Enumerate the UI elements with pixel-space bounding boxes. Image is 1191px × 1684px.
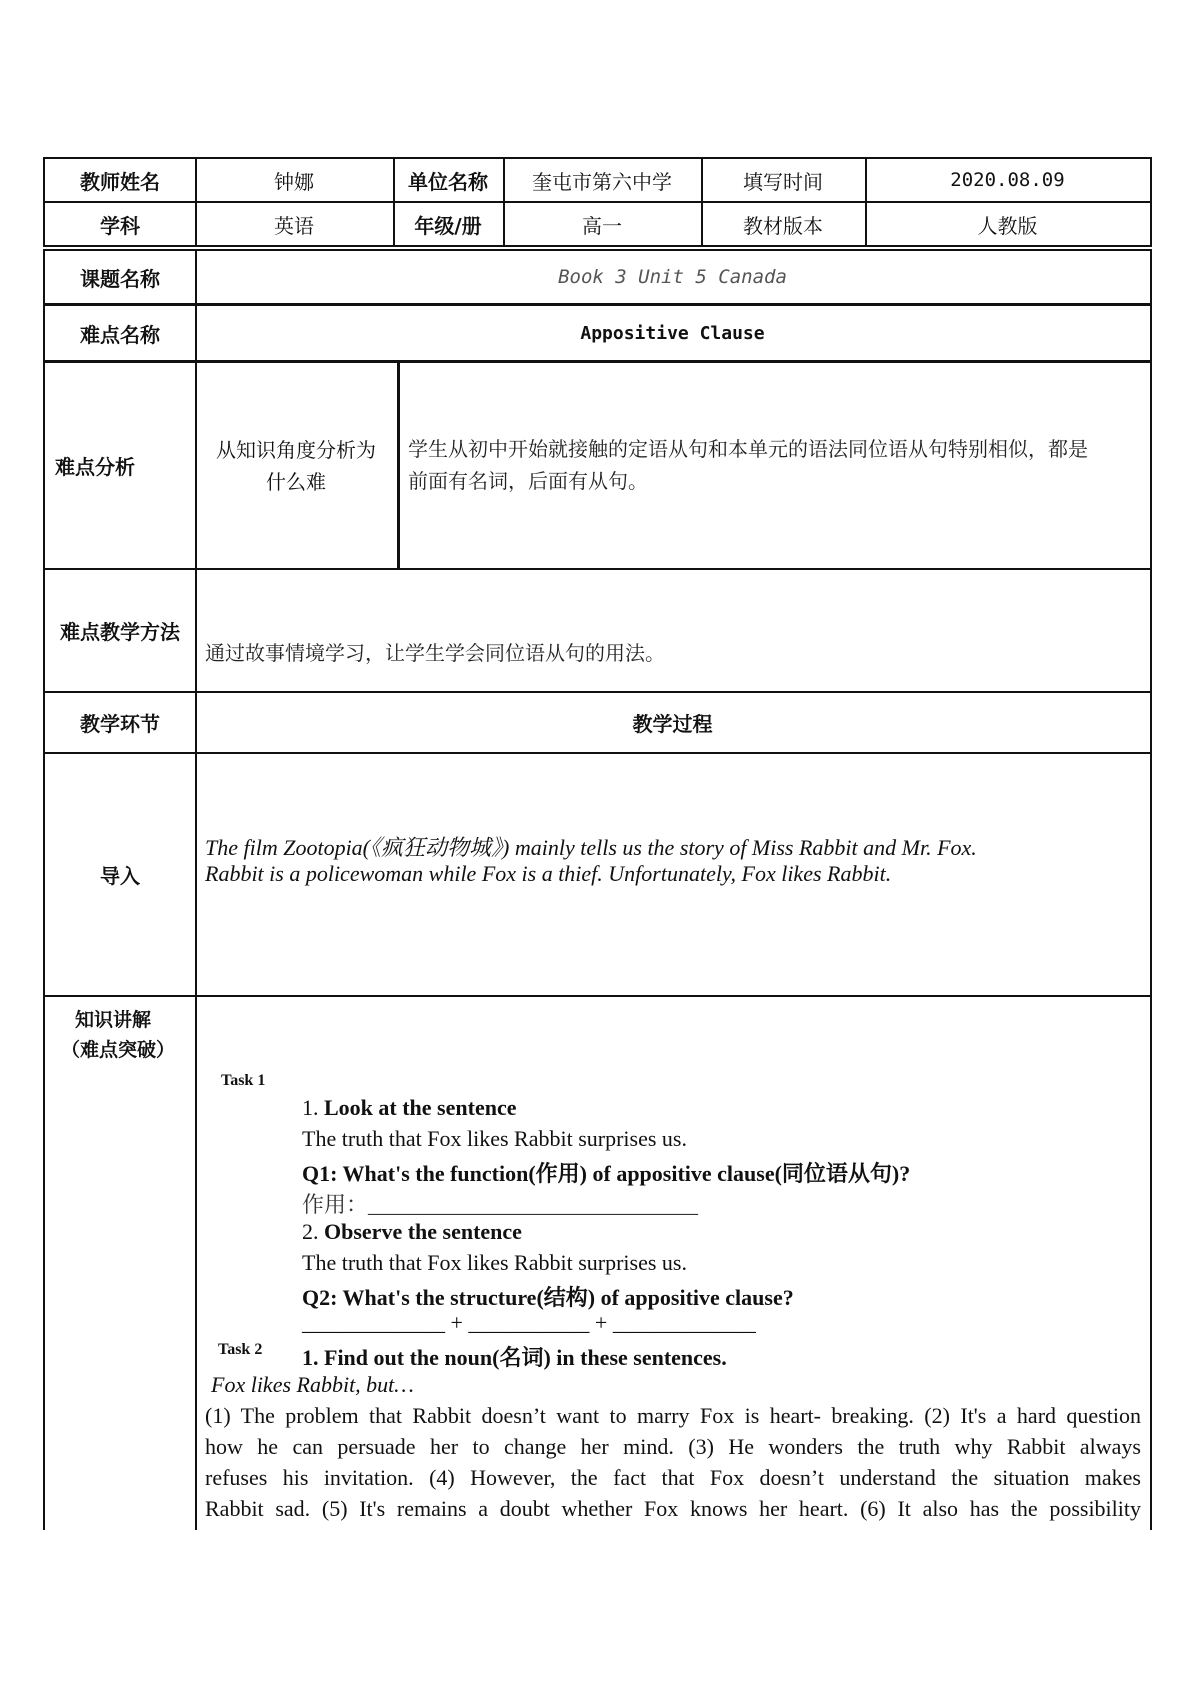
intro-line-2: Rabbit is a policewoman while Fox is a thief. Unfortunately, Fox likes Rabbit. <box>205 861 892 886</box>
method-value: 通过故事情境学习，让学生学会同位语从句的用法。 <box>205 643 665 665</box>
task1-q2: Q2: What's the structure(结构) of appositive clause? <box>302 1285 794 1310</box>
row-topic <box>43 249 1152 305</box>
fill-date-value: 2020.08.09 <box>950 169 1065 191</box>
task1-answer-row <box>302 1188 698 1219</box>
subject-label: 学科 <box>100 213 140 238</box>
row-method <box>43 568 1152 693</box>
fill-date-label: 填写时间 <box>743 169 823 194</box>
task1-sentence: The truth that Fox likes Rabbit surprises us. <box>302 1126 687 1151</box>
row-knowledge <box>43 995 1152 1530</box>
task1-item2-num: 2. <box>302 1219 319 1244</box>
task1-item1 <box>302 1095 516 1121</box>
task1-answer-label: 作用： <box>302 1192 369 1217</box>
task2-line-2: how he can persuade her to change her mind. (3) He wonders the truth why Rabbit always <box>205 1434 1141 1459</box>
task2-line-3: refuses his invitation. (4) However, the fact that Fox doesn’t understand the situation makes <box>205 1465 1141 1490</box>
grade-label: 年级/册 <box>414 213 482 238</box>
task1-answer-blank: ______________________________ <box>368 1192 699 1217</box>
process-stage-label: 教学环节 <box>80 712 160 736</box>
teacher-name-label: 教师姓名 <box>80 169 160 194</box>
analysis-content <box>408 363 1144 568</box>
row-teacher-info <box>43 157 1152 203</box>
knowledge-label-line2: （难点突破） <box>61 1039 176 1061</box>
analysis-sub-label-line2: 什么难 <box>266 469 326 494</box>
difficulty-value: Appositive Clause <box>580 322 765 344</box>
task2-line-1: (1) The problem that Rabbit doesn’t want to marry Fox is heart- breaking. (2) It's a hard question <box>205 1403 1141 1428</box>
analysis-sub-label <box>195 363 397 568</box>
topic-value: Book 3 Unit 5 Canada <box>558 266 787 288</box>
task2-line-4: Rabbit sad. (5) It's remains a doubt whether Fox knows her heart. (6) It also has the possibility <box>205 1496 1141 1521</box>
task1-q1: Q1: What's the function(作用) of appositive clause(同位语从句)? <box>302 1161 911 1186</box>
row-subject-info <box>43 201 1152 247</box>
task1-item1-num: 1. <box>302 1095 319 1120</box>
task1-sentence2: The truth that Fox likes Rabbit surprises us. <box>302 1250 687 1275</box>
row-analysis <box>43 361 1152 570</box>
textbook-label: 教材版本 <box>743 213 823 238</box>
analysis-content-line2: 前面有名词，后面有从句。 <box>408 470 648 493</box>
task1-label: Task 1 <box>221 1072 266 1089</box>
analysis-label: 难点分析 <box>55 455 135 479</box>
knowledge-label-line1: 知识讲解 <box>75 1009 152 1031</box>
unit-name-label: 单位名称 <box>408 169 488 194</box>
subject-value: 英语 <box>274 213 314 238</box>
task2-title: 1. Find out the noun(名词) in these sentences. <box>302 1345 727 1370</box>
row-process-header <box>43 691 1152 754</box>
task1-item2-title: Observe the sentence <box>324 1219 522 1244</box>
row-difficulty <box>43 304 1152 362</box>
task1-item1-title: Look at the sentence <box>324 1095 517 1120</box>
intro-label: 导入 <box>100 864 140 888</box>
analysis-content-line1: 学生从初中开始就接触的定语从句和本单元的语法同位语从句特别相似，都是 <box>408 438 1088 461</box>
analysis-sub-label-line1: 从知识角度分析为 <box>216 437 376 462</box>
teacher-name-value: 钟娜 <box>274 169 314 194</box>
row-intro <box>43 752 1152 997</box>
intro-line-1: The film Zootopia(《疯狂动物城》) mainly tells us the story of Miss Rabbit and Mr. Fox. <box>205 835 977 860</box>
task2-label: Task 2 <box>218 1341 263 1358</box>
textbook-value: 人教版 <box>977 213 1038 238</box>
task1-structure-blanks: _____________ + ___________ + _____________ <box>302 1310 756 1335</box>
grade-value: 高一 <box>582 213 622 238</box>
topic-label: 课题名称 <box>80 266 160 291</box>
task1-item2 <box>302 1219 522 1245</box>
task2-intro: Fox likes Rabbit, but… <box>211 1372 414 1397</box>
process-header-value: 教学过程 <box>632 712 713 736</box>
method-label: 难点教学方法 <box>60 620 180 644</box>
difficulty-label: 难点名称 <box>80 322 160 347</box>
unit-name-value: 奎屯市第六中学 <box>532 169 672 194</box>
